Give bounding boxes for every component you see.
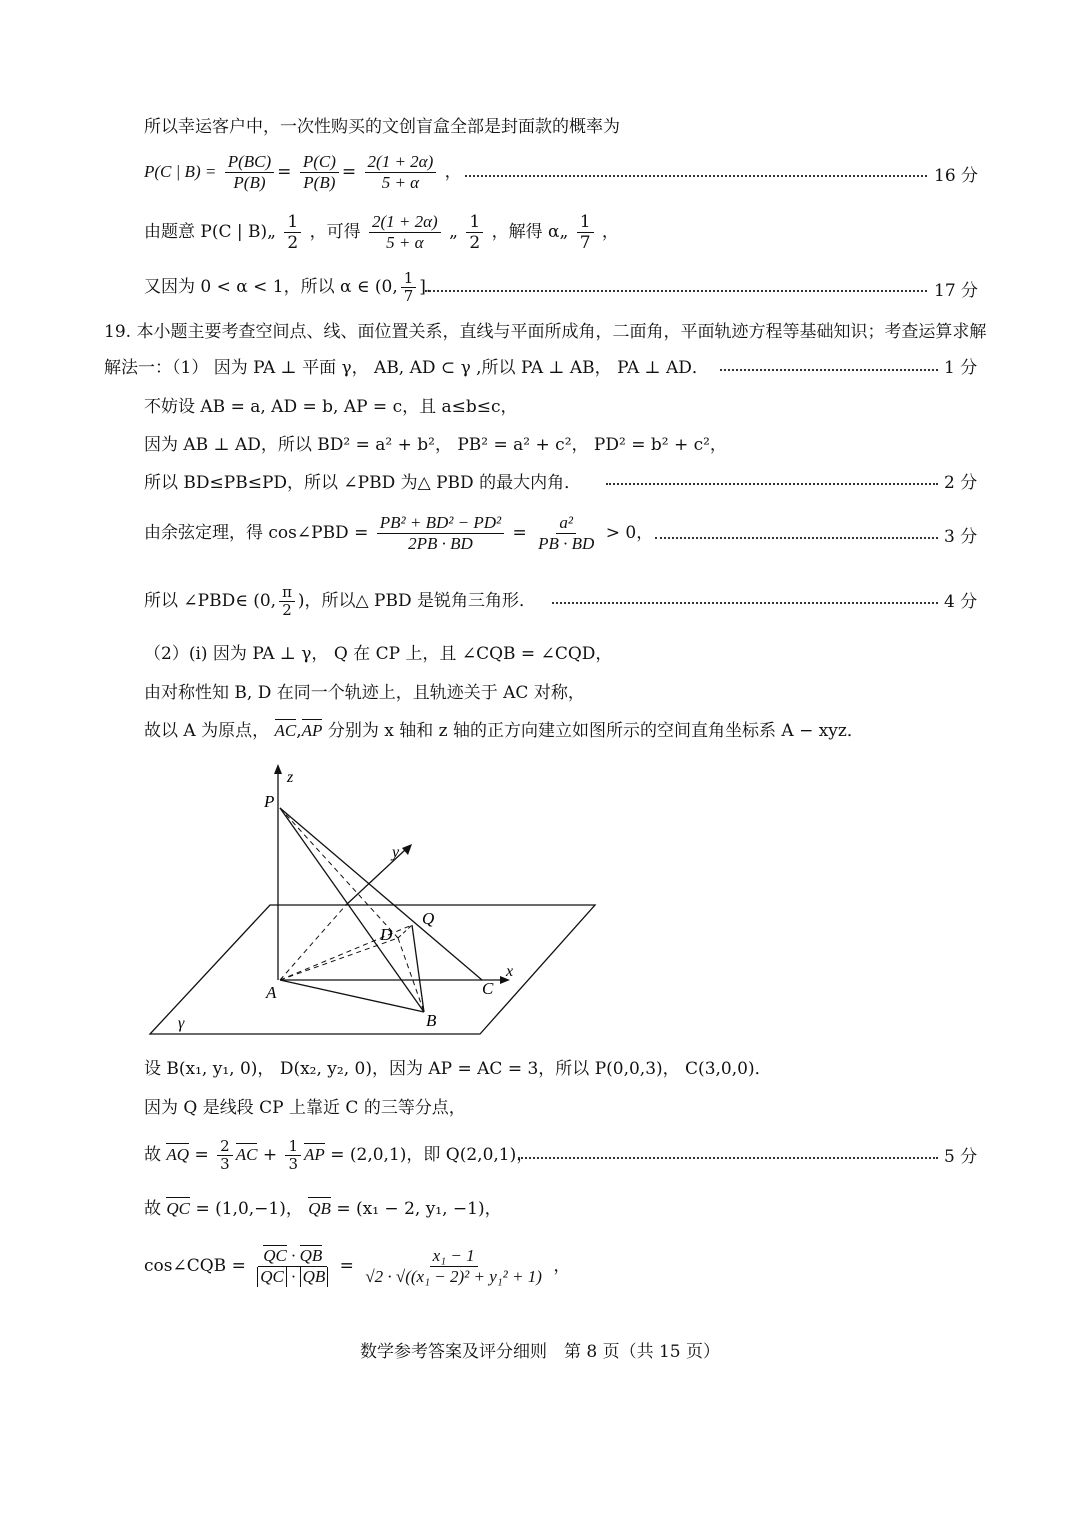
equals: =	[512, 523, 527, 543]
denominator	[254, 1267, 331, 1287]
text-line: 不妨设 AB = a, AD = b, AP = c，且 a≤b≤c，	[144, 397, 518, 417]
fraction-half	[466, 212, 483, 253]
segment-PC	[280, 808, 482, 980]
numerator: 1	[577, 212, 594, 233]
text-segment: „	[449, 222, 458, 242]
score-label: 2 分	[944, 473, 978, 493]
numerator: P(BC)	[225, 152, 274, 173]
text-segment: ，解得 α„	[491, 222, 569, 242]
vector-norm: QB	[300, 1267, 329, 1287]
segment-PB	[280, 808, 424, 1012]
dot-leader	[606, 483, 938, 485]
text-line: 设 B(x₁, y₁, 0)， D(x₂, y₂, 0)，因为 AP = AC = 3，所以 P(0,0,3)， C(3,0,0)．	[144, 1059, 772, 1079]
punct: ，	[553, 1256, 571, 1276]
vector: QC	[166, 1199, 191, 1218]
label-P: P	[264, 792, 275, 811]
numerator: 1	[284, 212, 301, 233]
text-segment: 故	[144, 1145, 161, 1165]
plane-gamma	[150, 905, 595, 1034]
fraction	[254, 1246, 331, 1287]
segment-AD	[280, 938, 398, 980]
fraction-seventh	[401, 270, 417, 305]
dot-leader	[518, 1157, 938, 1159]
text-segment: 所以 ∠PBD∈ (0,	[144, 591, 277, 611]
text-segment: 故以 A 为原点，	[144, 721, 270, 741]
numerator: PB² + BD² − PD²	[377, 513, 504, 534]
label-C: C	[482, 979, 494, 998]
formula-AQ	[144, 1138, 533, 1173]
vector: AP	[301, 721, 323, 740]
text-segment: = (2,0,1)，即 Q(2,0,1)，	[330, 1145, 534, 1165]
denominator: 2PB · BD	[408, 534, 473, 553]
segment-AB	[280, 980, 424, 1012]
plus: +	[262, 1145, 278, 1165]
geometry-figure	[140, 760, 610, 1040]
fraction	[285, 1138, 301, 1173]
punct: ,	[296, 721, 302, 741]
formula-cosine	[144, 513, 653, 554]
formula-QC-QB	[144, 1198, 502, 1220]
text-line-coordinate-system	[144, 720, 864, 742]
denominator: 2	[287, 233, 299, 253]
dot: ·	[291, 1267, 296, 1286]
segment-QD	[398, 925, 412, 938]
numerator: 2	[217, 1138, 233, 1156]
label-z: z	[287, 769, 294, 786]
vector-norm: QC	[257, 1267, 287, 1287]
dot-leader	[655, 537, 938, 539]
text-line: 所以 BD≤PB≤PD，所以 ∠PBD 为△ PBD 的最大内角．	[144, 473, 582, 493]
denominator: √2 · √((x₁ − 2)² + y₁² + 1)	[365, 1267, 542, 1286]
text-segment: 又因为 0 < α < 1，所以 α ∈ (0,	[144, 277, 398, 297]
fraction-seventh	[577, 212, 594, 253]
dot: ·	[291, 1246, 296, 1265]
text-segment: > 0，	[605, 523, 654, 543]
vector: AQ	[166, 1145, 190, 1164]
denominator: 5 + α	[386, 233, 424, 252]
z-axis-arrow	[274, 764, 282, 774]
text-line: 由对称性知 B, D 在同一个轨迹上，且轨迹关于 AC 对称，	[144, 683, 585, 703]
numerator: 1	[285, 1138, 301, 1156]
text-line: 因为 Q 是线段 CP 上靠近 C 的三等分点，	[144, 1098, 466, 1118]
score-label: 5 分	[944, 1147, 978, 1167]
page-footer: 数学参考答案及评分细则 第 8 页（共 15 页）	[359, 1342, 721, 1362]
numerator: P(C)	[300, 152, 339, 173]
formula-lhs: P(C | B) =	[144, 162, 217, 181]
score-label: 16 分	[934, 166, 979, 186]
denominator: 5 + α	[381, 173, 420, 192]
fraction	[225, 152, 274, 193]
text-segment: 分别为 x 轴和 z 轴的正方向建立如图所示的空间直角坐标系 A − xyz．	[327, 721, 864, 741]
label-gamma: γ	[178, 1015, 185, 1032]
denominator: 2	[282, 601, 292, 619]
y-axis-hidden	[280, 905, 346, 980]
text-line: （2）(i) 因为 PA ⊥ γ， Q 在 CP 上，且 ∠CQB = ∠CQD，	[144, 644, 613, 664]
numerator: π	[279, 584, 295, 602]
vector: AP	[304, 1145, 325, 1164]
formula-conditional-probability: P(C | B) = $\frac{P(BC)}{P(B)}$ = $\frac{P(C)}{P(B)}$ = $\frac{2(1 + 2\alpha)}{5 + \alpha}$ ，	[144, 152, 462, 192]
punct: ，	[601, 222, 619, 242]
denominator: P(B)	[303, 173, 336, 192]
problem-header: 19. 本小题主要考查空间点、线、面位置关系，直线与平面所成角，二面角，平面轨迹方程等基础知识；考查运算求解	[104, 322, 987, 342]
text-segment: ，可得	[309, 222, 361, 242]
text-line-range	[144, 270, 431, 305]
fraction-pi-half	[279, 584, 295, 619]
text-line-acute	[144, 584, 536, 619]
numerator: 1	[401, 270, 417, 288]
fraction-half	[284, 212, 301, 253]
dot-leader	[465, 175, 927, 177]
text-segment: 由余弦定理，得 cos∠PBD =	[144, 523, 369, 543]
denominator: 2	[469, 233, 481, 253]
text-segment: cos∠CQB =	[144, 1256, 246, 1276]
segment-QB	[412, 925, 424, 1012]
score-label: 3 分	[944, 527, 978, 547]
fraction	[362, 1246, 545, 1287]
vector: AC	[235, 1145, 258, 1164]
vector: QC	[263, 1246, 287, 1265]
numerator: 2(1 + 2α)	[369, 212, 441, 233]
equals: =	[339, 1256, 354, 1276]
label-A: A	[266, 983, 277, 1002]
text-segment: ].	[419, 277, 432, 297]
label-y: y	[392, 844, 400, 861]
formula-cos-CQB	[144, 1246, 570, 1287]
denominator: 7	[579, 233, 591, 253]
fraction	[535, 513, 597, 554]
score-label: 17 分	[934, 281, 979, 301]
fraction	[369, 212, 441, 253]
text-line-condition	[144, 212, 619, 253]
label-Q: Q	[422, 909, 435, 928]
dot-leader	[552, 602, 938, 604]
numerator: 1	[466, 212, 483, 233]
label-D: D	[380, 925, 393, 944]
denominator: P(B)	[233, 173, 266, 192]
dot-leader	[720, 369, 938, 371]
vector: QB	[308, 1199, 331, 1218]
text-segment: = (x₁ − 2, y₁, −1)，	[336, 1199, 502, 1219]
vector: AC	[274, 721, 297, 740]
numerator: 2(1 + 2α)	[365, 152, 437, 173]
numerator	[260, 1246, 325, 1267]
denominator: PB · BD	[538, 534, 595, 553]
denominator: 3	[220, 1155, 230, 1173]
solution-step: 解法一：（1） 因为 PA ⊥ 平面 γ， AB, AD ⊂ γ ,所以 PA ⊥ AB， PA ⊥ AD．	[104, 358, 709, 378]
numerator: a²	[556, 513, 576, 534]
text-line: 所以幸运客户中，一次性购买的文创盲盒全部是封面款的概率为	[144, 117, 620, 137]
numerator: x₁ − 1	[430, 1246, 478, 1267]
fraction	[300, 152, 339, 193]
text-segment: 故	[144, 1199, 161, 1219]
fraction	[377, 513, 504, 554]
denominator: 3	[288, 1155, 299, 1173]
text-segment: )，所以△ PBD 是锐角三角形．	[297, 591, 536, 611]
punct: ，	[444, 162, 462, 182]
denominator: 7	[403, 287, 414, 305]
score-label: 1 分	[944, 358, 978, 378]
fraction	[217, 1138, 233, 1173]
y-axis-arrow	[402, 844, 412, 855]
equals: =	[194, 1145, 209, 1165]
text-segment: = (1,0,−1)，	[195, 1199, 303, 1219]
dot-leader	[425, 290, 927, 292]
text-line: 因为 AB ⊥ AD，所以 BD² = a² + b²， PB² = a² + c²， PD² = b² + c²，	[144, 435, 727, 455]
label-x: x	[506, 963, 514, 980]
score-label: 4 分	[944, 592, 978, 612]
segment-DB	[398, 938, 424, 1012]
text-segment: 由题意 P(C | B)„	[144, 222, 276, 242]
fraction	[365, 152, 437, 193]
label-B: B	[426, 1011, 437, 1030]
vector: QB	[299, 1246, 323, 1265]
